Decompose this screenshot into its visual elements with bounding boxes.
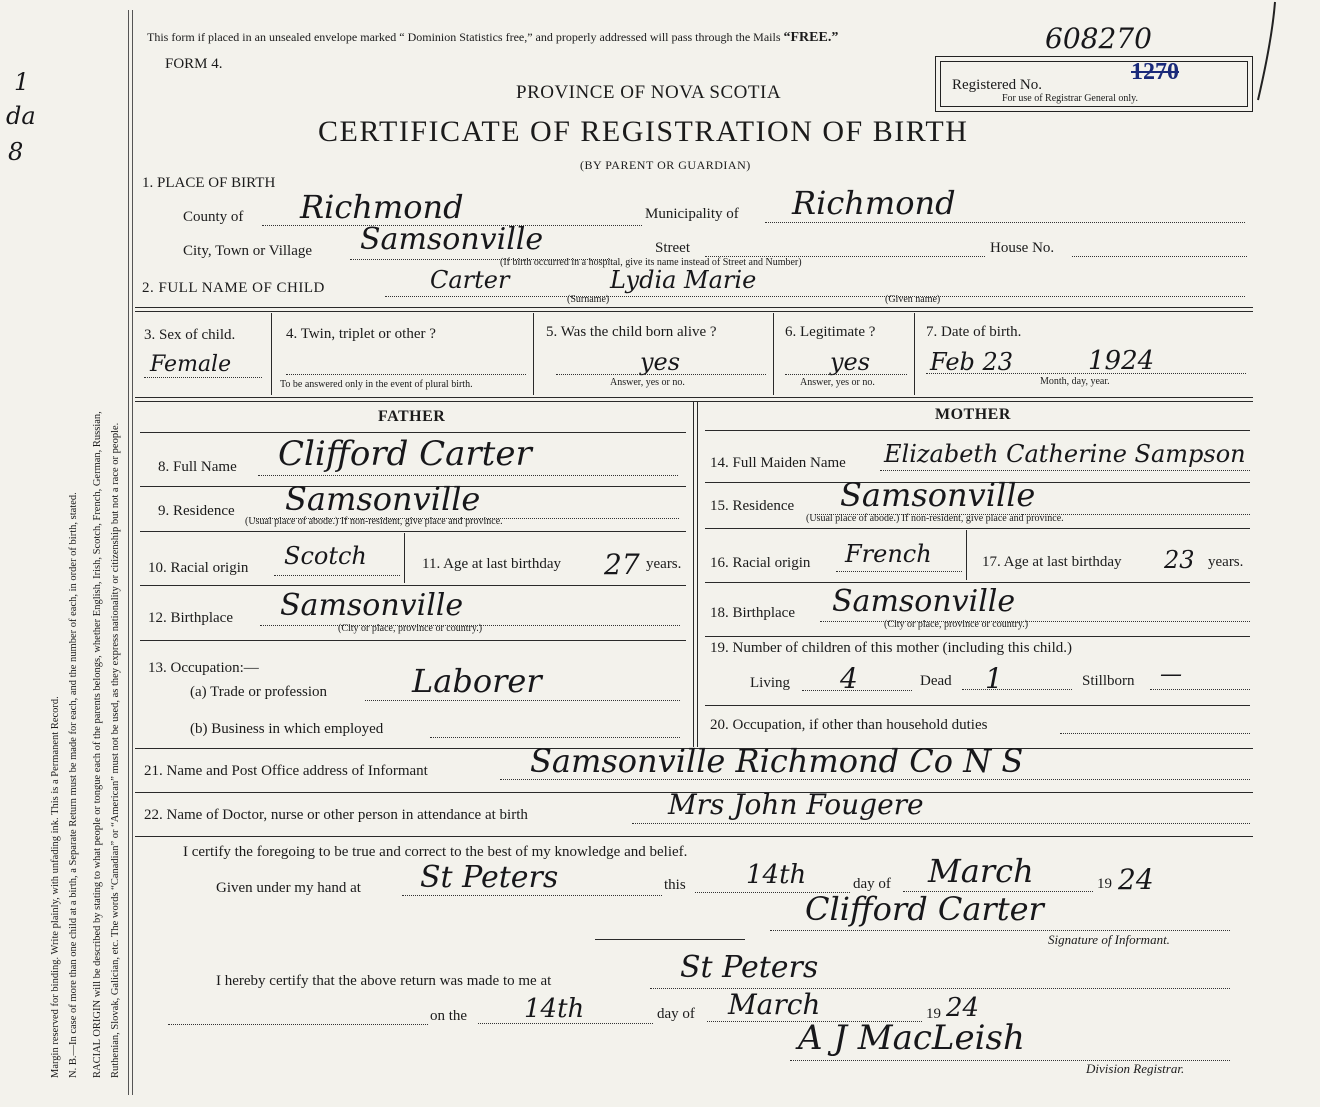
dob-note: Month, day, year. (1040, 376, 1110, 387)
serial-number: 608270 (1045, 22, 1152, 55)
father-birthplace-value: Samsonville (280, 588, 464, 623)
separator-rule (595, 939, 745, 940)
doctor-label: 22. Name of Doctor, nurse or other person in attendance at birth (144, 807, 528, 823)
registrar-note: For use of Registrar General only. (1002, 93, 1138, 104)
given-place-value: St Peters (420, 860, 559, 895)
return-place-value: St Peters (680, 950, 819, 985)
form-number: FORM 4. (165, 56, 223, 72)
margin-mark-1: 1 (14, 68, 30, 96)
margin-mark-3: 8 (8, 138, 24, 166)
legitimate-note: Answer, yes or no. (800, 377, 875, 388)
sex-line (144, 377, 262, 378)
father-residence-value: Samsonville (285, 480, 481, 518)
dayof-label: day of (853, 876, 891, 892)
father-heading: FATHER (378, 408, 446, 425)
city-label: City, Town or Village (183, 243, 313, 259)
given-label: Given under my hand at (216, 880, 361, 896)
mail-notice: This form if placed in an unsealed envelope marked “ Dominion Statistics free,” and properly addressed will pass through the Mails “FREE.” (147, 30, 839, 45)
place-of-birth-label: 1. PLACE OF BIRTH (142, 175, 276, 191)
province-heading: PROVINCE OF NOVA SCOTIA (516, 82, 782, 103)
margin-rule-2 (132, 10, 133, 1095)
registered-box (935, 56, 1253, 112)
county-value: Richmond (300, 188, 464, 226)
mother-row-rule-3 (705, 582, 1250, 583)
registered-number: 1270 (1131, 59, 1179, 85)
mother-residence-value: Samsonville (840, 476, 1036, 514)
free-label: “FREE.” (783, 30, 839, 45)
given-name-note: (Given name) (885, 294, 941, 305)
given-day-value: 14th (746, 860, 807, 890)
margin-instruction-1: Margin reserved for binding. Write plainly, with unfading ink. This is a Permanent Record. (50, 696, 61, 1078)
child-name-line (385, 296, 1245, 297)
alive-label: 5. Was the child born alive ? (546, 324, 717, 340)
municipality-value: Richmond (792, 184, 956, 222)
street-label: Street (655, 240, 690, 256)
father-occupation-label: 13. Occupation:— (148, 660, 259, 676)
father-age-value: 27 (604, 548, 640, 581)
municipality-label: Municipality of (645, 206, 739, 222)
row3-divider-3 (773, 313, 774, 395)
father-row-rule-3 (140, 585, 686, 586)
dead-line (962, 689, 1072, 690)
informant-signature: Clifford Carter (805, 890, 1044, 928)
county-label: County of (183, 209, 244, 225)
registrar-label: Division Registrar. (1086, 1061, 1185, 1076)
certificate-title: CERTIFICATE OF REGISTRATION OF BIRTH (318, 115, 969, 148)
municipality-line (765, 222, 1245, 223)
mother-race-line (836, 571, 962, 572)
father-heading-rule (140, 432, 686, 433)
mother-occupation-label: 20. Occupation, if other than household duties (710, 717, 988, 733)
father-race-value: Scotch (284, 542, 367, 570)
hospital-note: (If birth occurred in a hospital, give its name instead of Street and Number) (500, 257, 802, 268)
legitimate-line (785, 374, 907, 375)
father-race-line (274, 575, 400, 576)
given-month-value: March (928, 852, 1034, 890)
signature-line (770, 930, 1230, 931)
father-race-label: 10. Racial origin (148, 560, 249, 576)
alive-line (556, 374, 766, 375)
father-name-line (258, 475, 678, 476)
margin-instruction-4: Ruthenian, Slovak, Galician, etc. The words “Canadian” or “American” must not be used, as they express nationality or citizenship but not a race or people. (110, 422, 121, 1078)
father-residence-note: (Usual place of abode.) If non-resident, give place and province. (245, 516, 503, 527)
certificate-subtitle: (BY PARENT OR GUARDIAN) (580, 158, 751, 172)
mother-race-value: French (845, 540, 932, 568)
father-name-label: 8. Full Name (158, 459, 237, 475)
on-year-prefix: 19 (926, 1006, 941, 1022)
father-business-line (430, 737, 680, 738)
twin-line (286, 374, 526, 375)
on-day-value: 14th (524, 994, 585, 1024)
on-month-value: March (728, 988, 821, 1021)
child-surname: Carter (430, 266, 510, 294)
father-name-value: Clifford Carter (278, 434, 532, 474)
child-name-label: 2. FULL NAME OF CHILD (142, 280, 325, 296)
mother-residence-label: 15. Residence (710, 498, 795, 514)
dob-month-day: Feb 23 (930, 348, 1014, 376)
given-place-line (402, 895, 662, 896)
dob-label: 7. Date of birth. (926, 324, 1022, 340)
rule-after-row3 (135, 397, 1253, 398)
mother-race-divider (966, 530, 967, 580)
dob-line (926, 373, 1246, 374)
mother-age-years: years. (1208, 554, 1244, 570)
signature-label: Signature of Informant. (1048, 932, 1170, 947)
dob-year: 1924 (1088, 346, 1155, 376)
mother-birthplace-value: Samsonville (832, 584, 1016, 619)
surname-note: (Surname) (567, 294, 610, 305)
father-birthplace-label: 12. Birthplace (148, 610, 233, 626)
mother-race-label: 16. Racial origin (710, 555, 811, 571)
on-year-value: 24 (946, 993, 980, 1023)
on-dayof-label: day of (657, 1006, 695, 1022)
mother-occupation-line (1060, 733, 1250, 734)
sex-value: Female (150, 352, 232, 377)
doctor-value: Mrs John Fougere (668, 788, 924, 821)
mother-age-value: 23 (1164, 546, 1195, 574)
margin-mark-2: da (6, 102, 36, 130)
margin-instruction-2: N. B.—In case of more than one child at a birth, a Separate Return must be made for each, and the number of each, in order of birth, stated. (68, 492, 79, 1078)
father-trade-line (365, 700, 680, 701)
parents-divider (693, 402, 694, 747)
margin-instruction-3: RACIAL ORIGIN will be described by stating to what people or tongue each of the parents belongs, whether English, Irish, Scotch, French, German, Russian, (92, 411, 103, 1078)
father-residence-label: 9. Residence (158, 503, 235, 519)
stillborn-value: — (1160, 662, 1182, 687)
legitimate-value: yes (830, 348, 871, 376)
parents-divider-2 (697, 402, 698, 747)
mother-age-label: 17. Age at last birthday (982, 554, 1122, 570)
given-year-prefix: 19 (1097, 876, 1112, 892)
legitimate-label: 6. Legitimate ? (785, 324, 876, 340)
child-given-name: Lydia Marie (610, 266, 757, 294)
mother-name-label: 14. Full Maiden Name (710, 455, 846, 471)
row3-divider-2 (533, 313, 534, 395)
row3-divider-1 (271, 313, 272, 395)
mother-children-label: 19. Number of children of this mother (including this child.) (710, 640, 1073, 656)
rule-after-doctor (135, 836, 1253, 837)
row3-divider-4 (914, 313, 915, 395)
registered-label: Registered No. (952, 77, 1042, 93)
on-the-label: on the (430, 1008, 468, 1024)
father-trade-label: (a) Trade or profession (190, 684, 328, 700)
mother-heading: MOTHER (935, 406, 1011, 423)
registrar-signature: A J MacLeish (798, 1018, 1025, 1058)
house-no-label: House No. (990, 240, 1055, 256)
mother-row-rule-2 (705, 528, 1250, 529)
certify-statement: I certify the foregoing to be true and correct to the best of my knowledge and belief. (183, 844, 688, 860)
on-lead-line (168, 1024, 428, 1025)
rule-after-name (135, 307, 1253, 308)
informant-value: Samsonville Richmond Co N S (530, 742, 1024, 780)
mother-heading-rule (705, 430, 1250, 431)
father-birthplace-note: (City or place, province or country.) (338, 623, 483, 634)
mother-birthplace-label: 18. Birthplace (710, 605, 795, 621)
doctor-line (632, 823, 1250, 824)
rule-after-row3-2 (135, 401, 1253, 402)
stillborn-label: Stillborn (1082, 673, 1135, 689)
mother-residence-note: (Usual place of abode.) If non-resident, give place and province. (806, 513, 1064, 524)
father-age-label: 11. Age at last birthday (422, 556, 561, 572)
mother-birthplace-note: (City or place, province or country.) (884, 619, 1029, 630)
living-label: Living (750, 675, 790, 691)
living-value: 4 (840, 662, 858, 695)
father-row-rule-2 (140, 531, 686, 532)
twin-label: 4. Twin, triplet or other ? (286, 326, 436, 342)
father-row-rule-4 (140, 640, 686, 641)
city-value: Samsonville (360, 222, 544, 257)
rule-after-name-2 (135, 311, 1253, 312)
twin-note: To be answered only in the event of plural birth. (280, 379, 473, 390)
house-no-line (1072, 256, 1247, 257)
given-year-value: 24 (1118, 863, 1154, 896)
father-race-divider (404, 533, 405, 583)
alive-value: yes (640, 348, 681, 376)
father-business-label: (b) Business in which employed (190, 721, 384, 737)
mother-row-rule-5 (705, 705, 1250, 706)
dead-value: 1 (985, 662, 1003, 695)
mother-name-value: Elizabeth Catherine Sampson (884, 440, 1246, 468)
sex-label: 3. Sex of child. (144, 327, 236, 343)
mother-row-rule-4 (705, 636, 1250, 637)
dead-label: Dead (920, 673, 952, 689)
this-label: this (664, 877, 686, 893)
stillborn-line (1150, 689, 1250, 690)
father-trade-value: Laborer (412, 662, 542, 700)
alive-note: Answer, yes or no. (610, 377, 685, 388)
binding-margin (0, 0, 130, 1107)
informant-label: 21. Name and Post Office address of Informant (144, 763, 428, 779)
mother-name-line (880, 470, 1250, 471)
edge-pen-stroke (1250, 0, 1280, 110)
return-label: I hereby certify that the above return was made to me at (216, 973, 552, 989)
father-age-years: years. (646, 556, 682, 572)
margin-rule (128, 10, 129, 1095)
